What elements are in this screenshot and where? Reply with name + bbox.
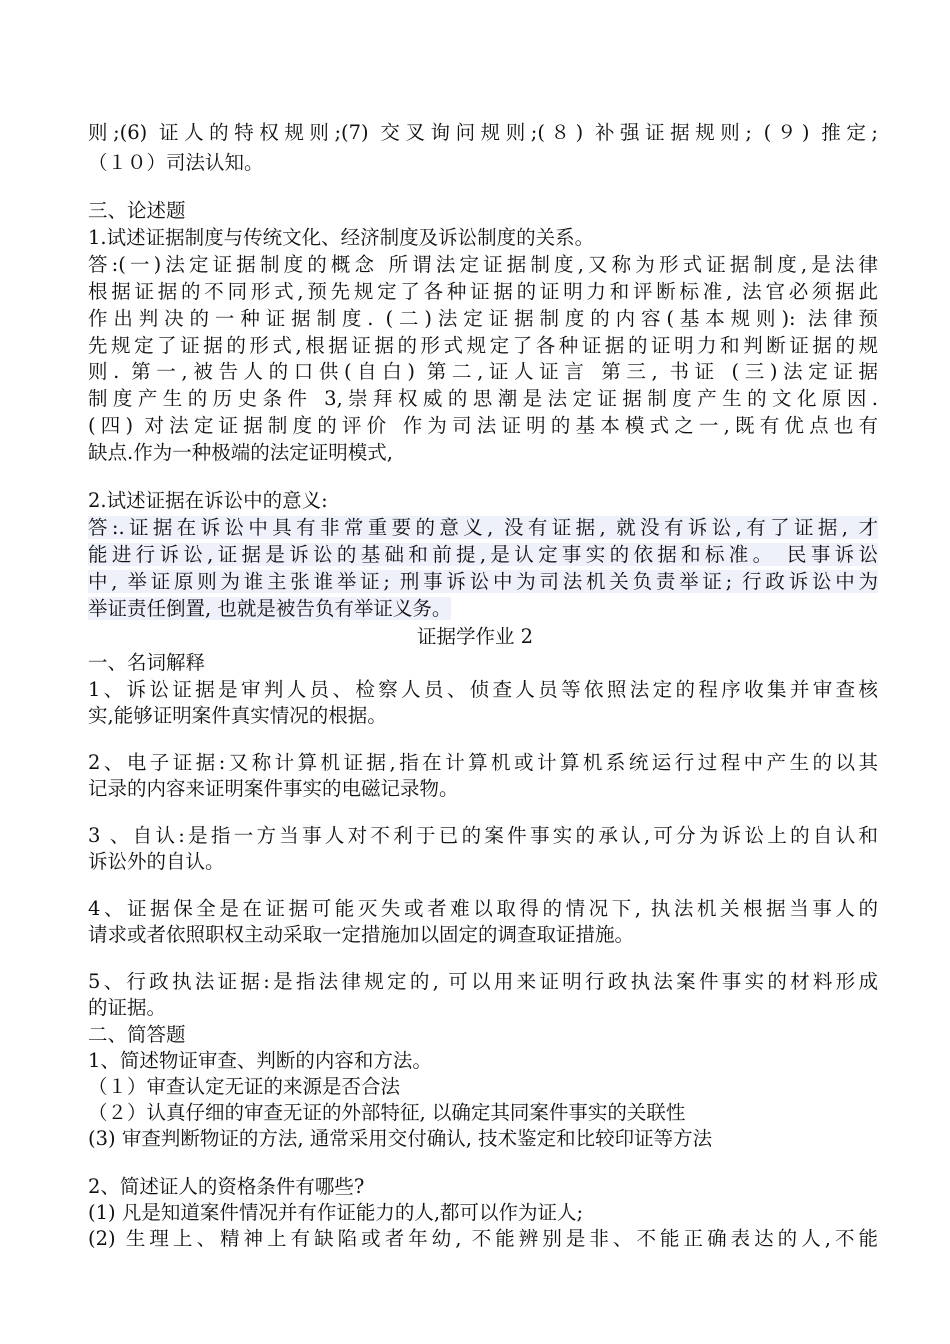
text-line: 一、名词解释 (88, 651, 206, 674)
text-line: 2、电子证据:又称计算机证据,指在计算机或计算机系统运行过程中产生的以其 (88, 751, 878, 774)
text-line: 三、论述题 (88, 199, 186, 222)
text-line (88, 569, 878, 595)
text-line: 则;(6) 证人的特权规则;(7) 交叉询问规则;(８) 补强证据规则; (９) 推定; (88, 121, 878, 144)
text-line: （１）审查认定无证的来源是否合法 (88, 1075, 401, 1098)
text-line: 先规定了证据的形式,根据证据的形式规定了各种证据的证明力和判断证据的规 (88, 334, 878, 357)
text-line (88, 515, 878, 541)
text-line (88, 596, 878, 622)
highlighted-text: 能进行诉讼,证据是诉讼的基础和前提,是认定事实的依据和标准。 民事诉讼 (88, 543, 878, 566)
text-line: (3) 审查判断物证的方法, 通常采用交付确认, 技术鉴定和比较印证等方法 (88, 1127, 713, 1150)
text-line: 缺点.作为一种极端的法定证明模式, (88, 441, 393, 464)
section-title: 证据学作业 2 (416, 625, 534, 648)
text-line: 答:(一)法定证据制度的概念 所谓法定证据制度,又称为形式证据制度,是法律 (88, 253, 878, 276)
highlighted-text: 举证责任倒置, 也就是被告负有举证义务。 (88, 597, 452, 620)
text-line: 3 、自认:是指一方当事人对不利于已的案件事实的承认,可分为诉讼上的自认和 (88, 824, 878, 847)
text-line: 二、简答题 (88, 1023, 186, 1046)
text-line: （１０）司法认知。 (88, 151, 264, 174)
text-line (88, 542, 878, 568)
text-line: (四) 对法定证据制度的评价 作为司法证明的基本模式之一,既有优点也有 (88, 414, 878, 437)
text-line: 诉讼外的自认。 (88, 850, 225, 873)
text-line: (1) 凡是知道案件情况并有作证能力的人,都可以作为证人; (88, 1201, 584, 1224)
text-line: (2) 生理上、精神上有缺陷或者年幼, 不能辨别是非、不能正确表达的人,不能 (88, 1227, 878, 1250)
text-line: 实,能够证明案件真实情况的根据。 (88, 704, 387, 727)
text-line: 的证据。 (88, 996, 167, 1019)
text-line: 请求或者依照职权主动采取一定措施加以固定的调查取证措施。 (88, 923, 635, 946)
text-line: 则. 第一,被告人的口供(自白) 第二,证人证言 第三, 书证 (三)法定证据 (88, 360, 878, 383)
text-line: 1、简述物证审查、判断的内容和方法。 (88, 1049, 432, 1072)
highlighted-text: 中, 举证原则为谁主张谁举证; 刑事诉讼中为司法机关负责举证; 行政诉讼中为 (88, 570, 878, 593)
text-line: 1.试述证据制度与传统文化、经济制度及诉讼制度的关系。 (88, 226, 595, 249)
text-line: 5、行政执法证据:是指法律规定的, 可以用来证明行政执法案件事实的材料形成 (88, 970, 878, 993)
text-line: 根据证据的不同形式,预先规定了各种证据的证明力和评断标准, 法官必须据此 (88, 280, 878, 303)
text-line: 作出判决的一种证据制度. (二)法定证据制度的内容(基本规则): 法律预 (88, 307, 878, 330)
text-line: 制度产生的历史条件 3,崇拜权威的思潮是法定证据制度产生的文化原因. (88, 387, 878, 410)
text-line: 2、简述证人的资格条件有哪些? (88, 1175, 365, 1198)
text-line: 2.试述证据在诉讼中的意义: (88, 489, 328, 512)
text-line: 4、证据保全是在证据可能灭失或者难以取得的情况下, 执法机关根据当事人的 (88, 897, 878, 920)
highlighted-text: 答:.证据在诉讼中具有非常重要的意义, 没有证据, 就没有诉讼,有了证据, 才 (88, 516, 878, 539)
text-line: 记录的内容来证明案件事实的电磁记录物。 (88, 777, 459, 800)
text-line: 1、诉讼证据是审判人员、检察人员、侦查人员等依照法定的程序收集并审查核 (88, 678, 878, 701)
text-line: （２）认真仔细的审查无证的外部特征, 以确定其同案件事实的关联性 (88, 1101, 686, 1124)
